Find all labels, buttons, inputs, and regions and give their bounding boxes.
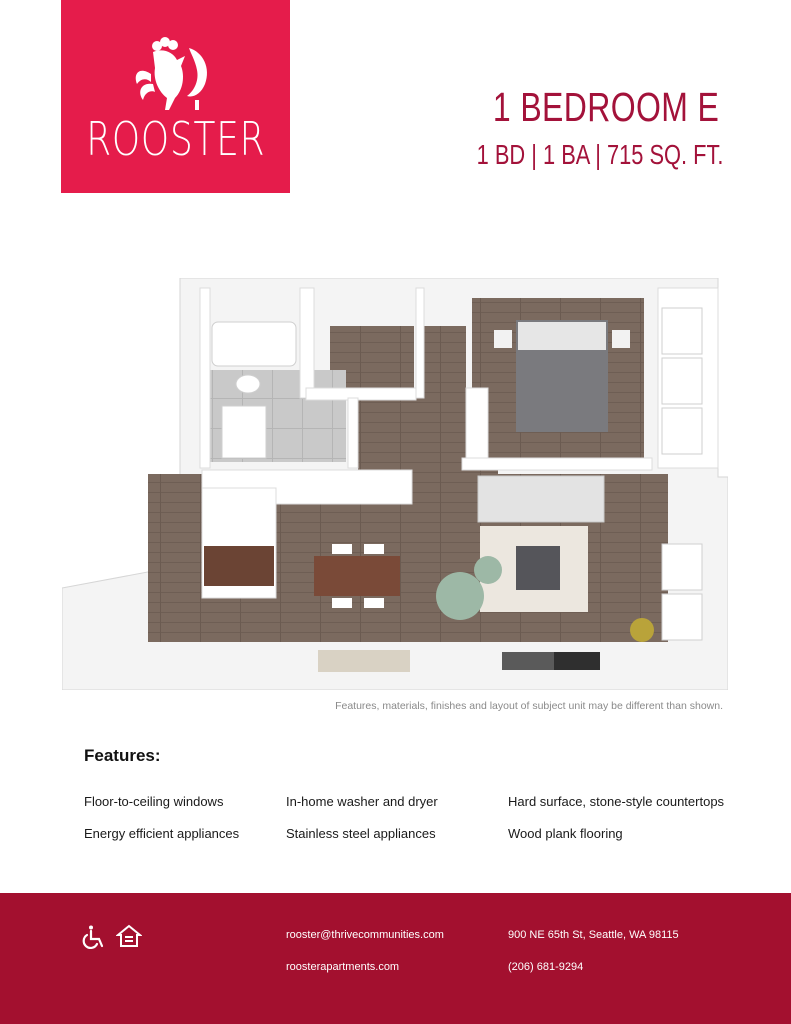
unit-subtitle: 1 BD | 1 BA | 715 SQ. FT. <box>476 139 723 170</box>
floorplan-illustration <box>62 278 728 690</box>
feature-item: Energy efficient appliances <box>84 826 240 841</box>
brand-wordmark: ROOSTER <box>86 112 266 166</box>
footer-website-link[interactable]: roosterapartments.com <box>286 961 400 973</box>
sofa-illustration <box>478 476 604 522</box>
unit-title: 1 BEDROOM E <box>492 84 719 130</box>
footer <box>0 893 791 1024</box>
features-heading: Features: <box>84 746 161 765</box>
footer-email-link[interactable]: rooster@thrivecommunities.com <box>286 929 444 941</box>
dining-table-illustration <box>314 556 400 596</box>
footer-phone[interactable]: (206) 681-9294 <box>508 961 584 973</box>
floorplan-disclaimer: Features, materials, finishes and layout of subject unit may be different than shown. <box>335 700 723 712</box>
feature-item: Wood plank flooring <box>508 826 623 841</box>
rooster-logo-icon <box>129 34 221 110</box>
footer-address: 900 NE 65th St, Seattle, WA 98115 <box>508 929 679 941</box>
feature-item: Floor-to-ceiling windows <box>84 794 224 809</box>
equal-housing-icon <box>116 924 142 950</box>
feature-item: Hard surface, stone-style countertops <box>508 794 725 809</box>
feature-item: Stainless steel appliances <box>286 826 436 841</box>
accessibility-icon <box>82 924 108 950</box>
brand-logo <box>61 0 290 193</box>
feature-item: In-home washer and dryer <box>286 794 438 809</box>
